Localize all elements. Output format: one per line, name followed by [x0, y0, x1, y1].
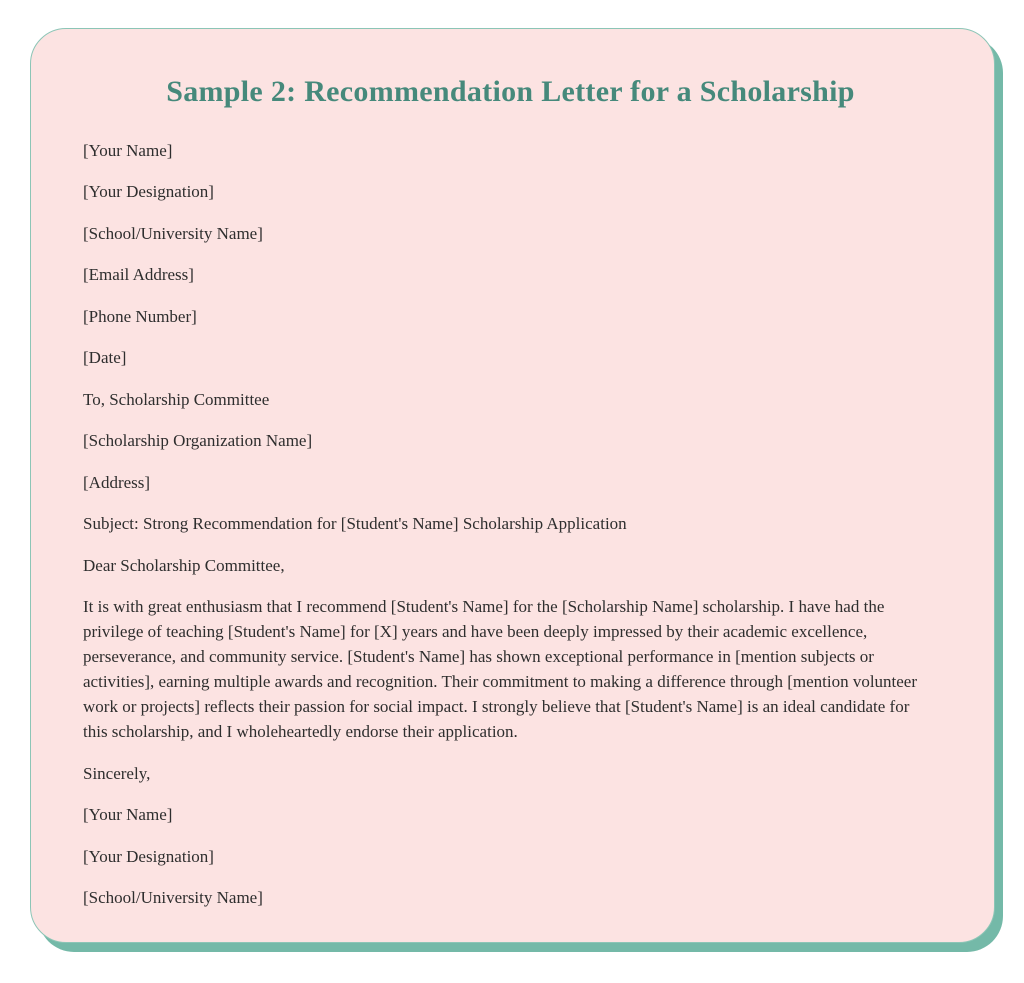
- body-paragraph: It is with great enthusiasm that I recommend [Student's Name] for the [Scholarship Name] scholarship. I have had the privilege of teaching [Student's Name] for [X] years and have been deeply impressed by their academic excellence, perseverance, and community service. [Student's Name] has shown exceptional performance in [mention subjects or activities], earning multiple awards and recognition. Their commitment to making a difference through [mention volunteer work or projects] reflects their passion for social impact. I strongly believe that [Student's Name] is an ideal candidate for this scholarship, and I wholeheartedly endorse their application.: [83, 597, 918, 742]
- signature-designation-line: [Your Designation]: [83, 846, 214, 866]
- recipient-address-line: [Address]: [83, 472, 151, 492]
- sender-school-line: [School/University Name]: [83, 223, 263, 243]
- sender-date-line: [Date]: [83, 348, 127, 368]
- subject-line: Subject: Strong Recommendation for [Student's Name] Scholarship Application: [83, 514, 627, 534]
- sender-phone-line: [Phone Number]: [83, 306, 197, 326]
- recipient-to-line: To, Scholarship Committee: [83, 389, 270, 409]
- closing-line: Sincerely,: [83, 763, 151, 783]
- sender-name-line: [Your Name]: [83, 141, 173, 160]
- signature-school-line: [School/University Name]: [83, 888, 263, 908]
- letter-title: Sample 2: Recommendation Letter for a Scholarship: [166, 75, 855, 108]
- recipient-organization-line: [Scholarship Organization Name]: [83, 431, 313, 451]
- sender-email-line: [Email Address]: [83, 265, 194, 285]
- sender-designation-line: [Your Designation]: [83, 182, 214, 202]
- letter-card: [30, 28, 995, 943]
- salutation-line: Dear Scholarship Committee,: [83, 555, 285, 575]
- signature-name-line: [Your Name]: [83, 805, 173, 825]
